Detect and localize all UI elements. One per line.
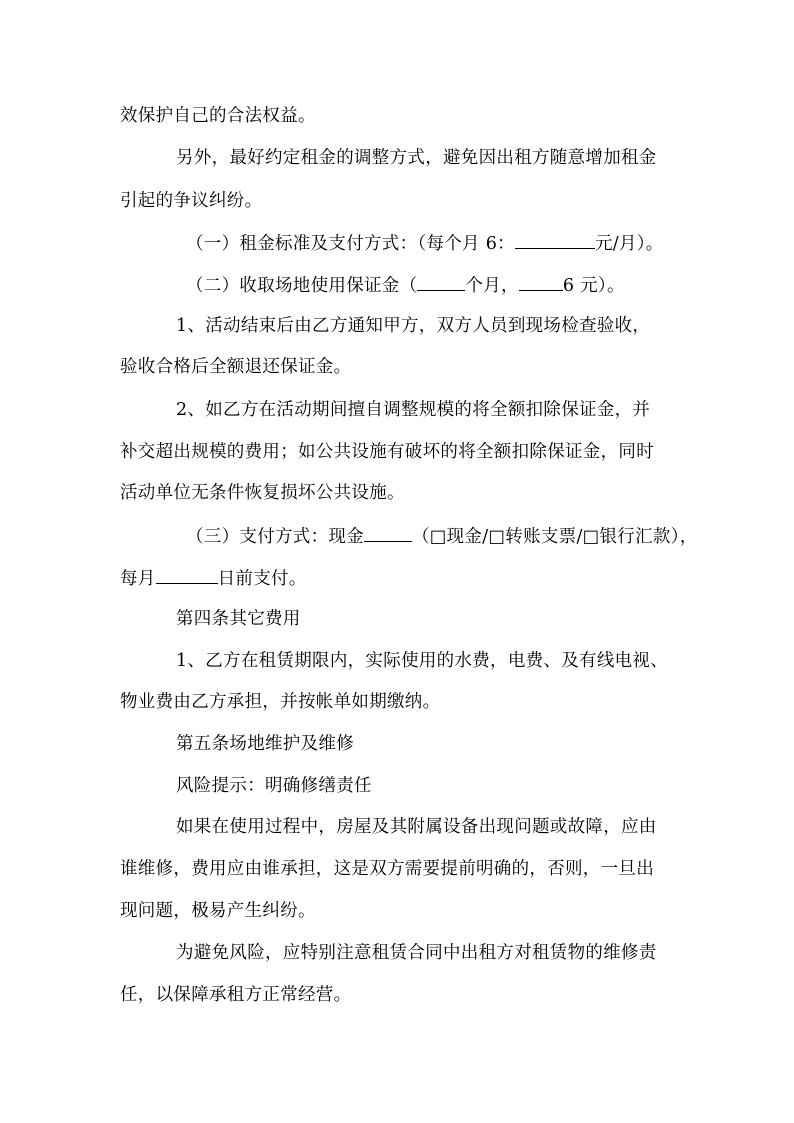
rent-standard-line bbox=[186, 230, 680, 256]
deposit-line bbox=[186, 272, 680, 298]
text: （□现金/□转账支票/□银行汇款）， bbox=[412, 527, 698, 547]
paragraph-line bbox=[120, 983, 680, 1007]
text: 1、乙方在租赁期限内，实际使用的水费，电费、及有线电视、 bbox=[176, 651, 669, 671]
text: 现问题，极易产生纠纷。 bbox=[120, 901, 316, 921]
text: 每月 bbox=[120, 569, 156, 589]
payment-day-blank bbox=[156, 565, 218, 584]
paragraph-line bbox=[176, 941, 680, 965]
paragraph-line bbox=[176, 146, 680, 170]
paragraph-line bbox=[120, 899, 680, 923]
text: （三）支付方式：现金 bbox=[186, 527, 364, 547]
section-heading bbox=[176, 607, 680, 631]
text: 6 元）。 bbox=[562, 276, 625, 296]
paragraph-line bbox=[120, 857, 680, 881]
paragraph-line bbox=[120, 440, 680, 464]
paragraph-line bbox=[176, 815, 680, 839]
text: 另外，最好约定租金的调整方式，避免因出租方随意增加租金 bbox=[176, 148, 657, 168]
section-heading bbox=[176, 732, 680, 756]
text: 元/月）。 bbox=[594, 234, 664, 254]
text: 效保护自己的合法权益。 bbox=[120, 106, 316, 126]
cash-blank bbox=[364, 523, 412, 542]
text: 谁维修，费用应由谁承担，这是双方需要提前明确的，否则，一旦出 bbox=[120, 859, 654, 879]
text: 第五条场地维护及维修 bbox=[176, 734, 354, 754]
text: 为避免风险，应特别注意租赁合同中出租方对租赁物的维修责 bbox=[176, 943, 657, 963]
text: 验收合格后全额退还保证金。 bbox=[120, 357, 352, 377]
text: 物业费由乙方承担，并按帐单如期缴纳。 bbox=[120, 692, 441, 712]
text: 个月， bbox=[465, 276, 519, 296]
text: 引起的争议纠纷。 bbox=[120, 191, 263, 211]
text: （二）收取场地使用保证金（ bbox=[186, 276, 418, 296]
text: 1、活动结束后由乙方通知甲方，双方人员到现场检查验收， bbox=[176, 316, 651, 336]
text: 如果在使用过程中，房屋及其附属设备出现问题或故障，应由 bbox=[176, 817, 657, 837]
text: 补交超出规模的费用；如公共设施有破坏的将全额扣除保证金，同时 bbox=[120, 442, 654, 462]
risk-note bbox=[176, 774, 680, 798]
rent-amount-blank bbox=[515, 230, 595, 249]
paragraph-line bbox=[120, 189, 680, 213]
text: 日前支付。 bbox=[217, 569, 307, 589]
payment-date-line bbox=[120, 565, 680, 591]
paragraph-line bbox=[176, 398, 680, 422]
text: 活动单位无条件恢复损坏公共设施。 bbox=[120, 483, 405, 503]
deposit-months-blank bbox=[417, 272, 465, 291]
paragraph-line bbox=[120, 690, 680, 714]
text: 任，以保障承租方正常经营。 bbox=[120, 985, 352, 1005]
deposit-amount-blank bbox=[519, 272, 563, 291]
paragraph-line bbox=[176, 649, 680, 673]
paragraph-line bbox=[120, 104, 680, 128]
paragraph-line bbox=[120, 355, 680, 379]
paragraph-line bbox=[176, 314, 680, 338]
text: （一）租金标准及支付方式：（每个月 6： bbox=[186, 234, 515, 254]
payment-method-line bbox=[186, 523, 698, 549]
text: 第四条其它费用 bbox=[176, 609, 301, 629]
text: 2、如乙方在活动期间擅自调整规模的将全额扣除保证金，并 bbox=[176, 400, 651, 420]
paragraph-line bbox=[120, 481, 680, 505]
text: 风险提示：明确修缮责任 bbox=[176, 776, 372, 796]
